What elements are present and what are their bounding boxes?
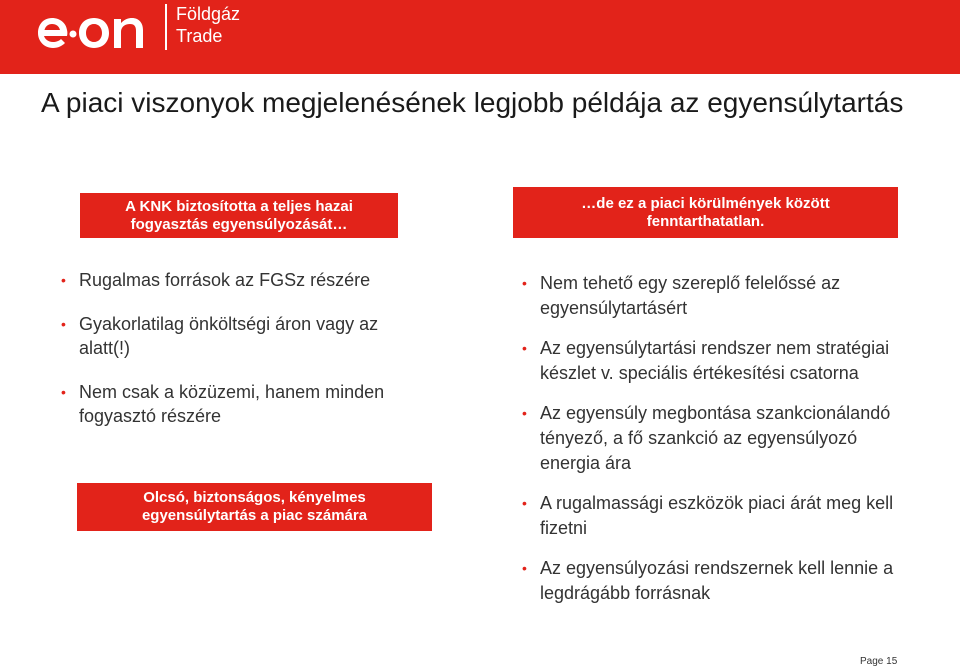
list-item — [520, 271, 900, 321]
list-item — [520, 491, 900, 541]
bullet-text: Nem tehető egy szereplő felelőssé az egyensúlytartásért — [540, 273, 841, 318]
bullet-icon: • — [61, 384, 66, 400]
left-callout-line-2: egyensúlytartás a piac számára — [141, 507, 368, 524]
right-heading-line-1: …de ez a piaci körülmények között — [581, 194, 830, 212]
right-heading-line-2: fenntarthatatlan. — [646, 212, 765, 230]
left-callout-box — [77, 483, 432, 531]
left-heading-line-1: A KNK biztosította a teljes hazai — [125, 197, 353, 215]
list-item — [59, 380, 419, 428]
page-number: Page 15 — [860, 656, 898, 667]
eon-logo-icon — [38, 10, 156, 56]
page-title: A piaci viszonyok megjelenésének legjobb példája az egyensúlytartás — [41, 87, 904, 118]
brand-line-1: Földgáz — [176, 4, 241, 24]
bullet-icon: • — [522, 340, 527, 356]
bullet-text: A rugalmassági eszközök piaci árát meg kell fizetni — [540, 493, 894, 538]
bullet-text: Gyakorlatilag önköltségi áron vagy az alatt(!) — [79, 314, 379, 358]
left-heading-line-2: fogyasztás egyensúlyozását… — [130, 215, 348, 233]
right-heading-box — [513, 187, 898, 238]
list-item — [520, 336, 900, 386]
bullet-text: Nem csak a közüzemi, hanem minden fogyasztó részére — [79, 382, 385, 426]
list-item — [520, 556, 900, 606]
bullet-text: Rugalmas források az FGSz részére — [79, 270, 371, 290]
brand-line-2: Trade — [176, 26, 223, 46]
bullet-text: Az egyensúly megbontása szankcionálandó tényező, a fő szankció az egyensúlyozó energia ára — [540, 403, 891, 473]
list-item — [59, 268, 419, 292]
left-bullet-list — [59, 268, 419, 448]
bullet-icon: • — [522, 560, 527, 576]
brand-name — [176, 3, 240, 47]
bullet-text: Az egyensúlyozási rendszernek kell lennie a legdrágább forrásnak — [540, 558, 894, 603]
bullet-icon: • — [522, 405, 527, 421]
left-heading-box — [80, 193, 398, 238]
bullet-icon: • — [522, 495, 527, 511]
bullet-icon: • — [522, 275, 527, 291]
bullet-text: Az egyensúlytartási rendszer nem stratégiai készlet v. speciális értékesítési csatorna — [540, 338, 890, 383]
list-item — [520, 401, 900, 476]
logo-divider — [165, 4, 167, 50]
header-bar — [0, 0, 960, 74]
left-callout-line-1: Olcsó, biztonságos, kényelmes — [143, 489, 366, 506]
list-item — [59, 312, 419, 360]
right-bullet-list — [520, 271, 900, 621]
bullet-icon: • — [61, 316, 66, 332]
bullet-icon: • — [61, 272, 66, 288]
